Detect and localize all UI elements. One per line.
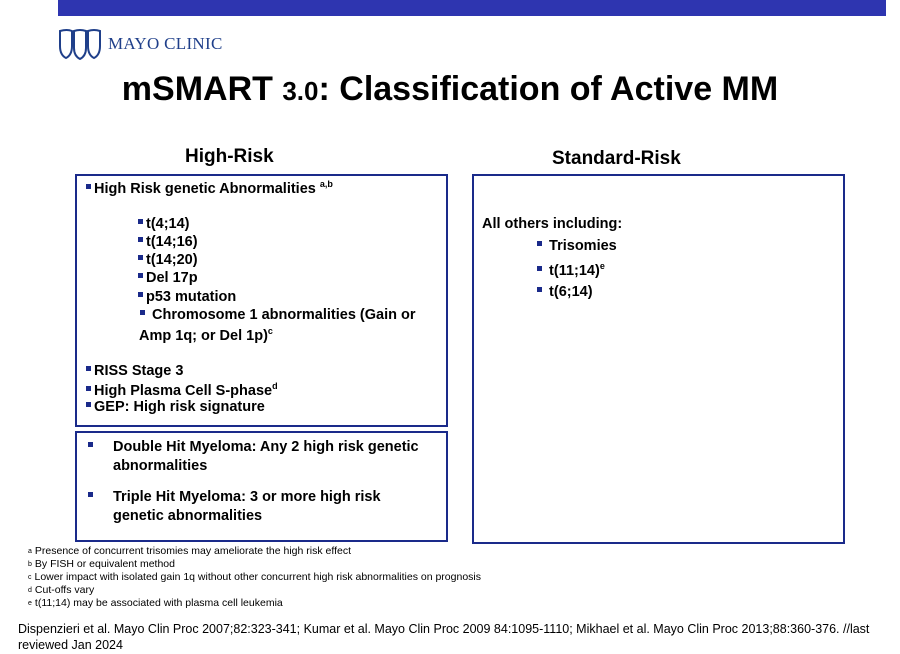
- page-title: [0, 70, 900, 109]
- list-item: Del 17p: [138, 270, 198, 286]
- title-version: 3.0: [282, 76, 319, 106]
- bullet-icon: [537, 241, 542, 246]
- list-item: p53 mutation: [138, 289, 236, 305]
- plasma-item: High Plasma Cell S-phase$^d$: [86, 381, 278, 399]
- footnote: c Lower impact with isolated gain 1q without other concurrent high risk abnormalities on prognosis: [28, 571, 481, 583]
- bullet-icon: [86, 366, 91, 371]
- bullet-icon: [138, 237, 143, 242]
- list-item: t(6;14): [537, 284, 593, 300]
- gep-item: GEP: High risk signature: [86, 399, 265, 415]
- bullet-icon: [86, 402, 91, 407]
- mayo-clinic-logo: [58, 26, 223, 62]
- bullet-icon: [537, 287, 542, 292]
- footnote: a Presence of concurrent trisomies may ameliorate the high risk effect: [28, 545, 352, 557]
- citation-line-1: Dispenzieri et al. Mayo Clin Proc 2007;82:323-341; Kumar et al. Mayo Clin Proc 2009 84:1095-1110; Mikhael et al. Mayo Clin Proc 2013;88:360-376. //last: [18, 622, 870, 636]
- bullet-icon: [86, 184, 91, 189]
- bullet-icon: [138, 219, 143, 224]
- bullet-icon: [88, 492, 93, 497]
- high-risk-genetic-header: High Risk genetic Abnormalities $^{a,b}$: [86, 179, 333, 197]
- bullet-icon: [88, 442, 93, 447]
- footnote: b By FISH or equivalent method: [28, 558, 175, 570]
- list-item: t(14;20): [138, 252, 198, 268]
- title-main: mSMART: [121, 70, 283, 108]
- bullet-icon: [86, 386, 91, 391]
- high-risk-heading: High-Risk: [185, 146, 274, 167]
- shield-logo-icon: [58, 28, 102, 60]
- standard-risk-intro: All others including:: [482, 216, 623, 232]
- bullet-icon: [537, 266, 542, 271]
- footnote: d Cut-offs vary: [28, 584, 95, 596]
- top-banner: [58, 0, 886, 16]
- logo-text: MAYO CLINIC: [108, 34, 223, 53]
- bullet-icon: [138, 273, 143, 278]
- triple-hit-continuation: genetic abnormalities: [113, 508, 263, 524]
- title-rest: : Classification of Active MM: [318, 70, 779, 108]
- standard-risk-heading: Standard-Risk: [552, 148, 681, 169]
- double-hit-continuation: abnormalities: [113, 458, 208, 474]
- list-item: t(11;14)$^e$: [537, 261, 605, 279]
- bullet-icon: [138, 292, 143, 297]
- list-item: t(4;14): [138, 216, 190, 232]
- riss-item: RISS Stage 3: [86, 363, 183, 379]
- triple-hit-item: Triple Hit Myeloma: 3 or more high risk: [88, 489, 381, 505]
- double-hit-item: Double Hit Myeloma: Any 2 high risk genetic: [88, 439, 419, 455]
- list-item: t(14;16): [138, 234, 198, 250]
- list-item-continuation: Amp 1q; or Del 1p)$^c$: [139, 326, 273, 344]
- footnote: e t(11;14) may be associated with plasma cell leukemia: [28, 597, 283, 609]
- list-item: Trisomies: [537, 238, 617, 254]
- list-item: Chromosome 1 abnormalities (Gain or: [140, 307, 416, 323]
- citation-line-2: reviewed Jan 2024: [18, 638, 123, 652]
- bullet-icon: [140, 310, 145, 315]
- bullet-icon: [138, 255, 143, 260]
